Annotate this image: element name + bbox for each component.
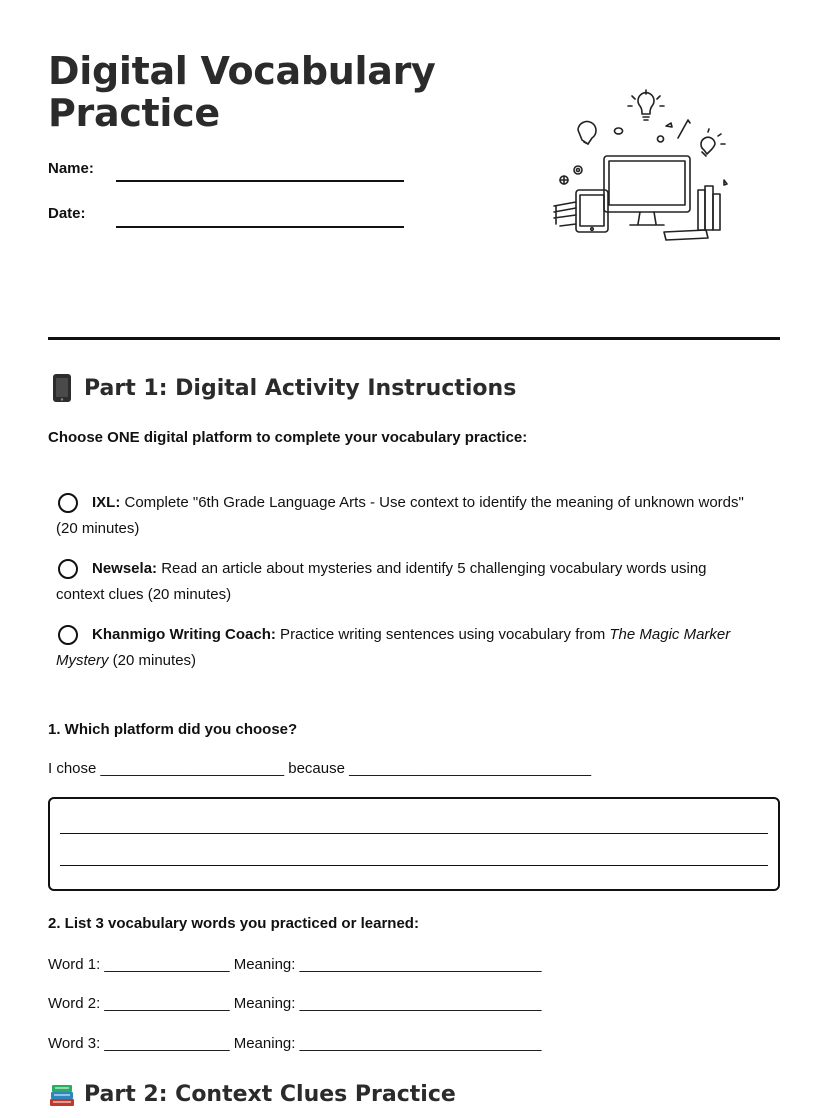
- part1-instructions: Choose ONE digital platform to complete your vocabulary practice:: [48, 429, 528, 446]
- books-icon: [48, 1079, 76, 1109]
- option-ixl[interactable]: [58, 490, 780, 542]
- radio-button[interactable]: [58, 625, 78, 645]
- option-name: Newsela:: [92, 560, 158, 577]
- option-newsela[interactable]: [58, 556, 780, 608]
- radio-button[interactable]: [58, 493, 78, 513]
- option-description: Complete "6th Grade Language Arts - Use context to identify the meaning of unknown words": [120, 494, 744, 511]
- title-line-1: Digital Vocabulary: [48, 49, 436, 93]
- option-description-cont: (20 minutes): [56, 520, 140, 537]
- answer-line: [60, 833, 768, 834]
- mobile-phone-icon: [48, 373, 76, 403]
- option-description: Read an article about mysteries and identify 5 challenging vocabulary words using: [157, 560, 707, 577]
- part1-heading: [48, 373, 516, 403]
- section-divider: [48, 337, 780, 340]
- answer-box[interactable]: [48, 797, 780, 891]
- option-description-cont: context clues (20 minutes): [56, 586, 232, 603]
- name-label: Name:: [48, 160, 94, 177]
- platform-choice-prompt[interactable]: I chose ______________________ because _____________________________: [48, 760, 592, 777]
- word-1-line[interactable]: Word 1: _______________ Meaning: _____________________________: [48, 956, 542, 973]
- option-name: IXL:: [92, 494, 121, 511]
- question-2: 2. List 3 vocabulary words you practiced or learned:: [48, 915, 419, 932]
- name-field[interactable]: [116, 180, 404, 182]
- option-name: Khanmigo Writing Coach:: [92, 626, 276, 643]
- option-khanmigo[interactable]: [58, 622, 780, 674]
- option-description-cont: (20 minutes): [108, 652, 197, 669]
- answer-line: [60, 865, 768, 866]
- technology-devices-illustration: [548, 86, 734, 244]
- word-2-line[interactable]: Word 2: _______________ Meaning: _____________________________: [48, 995, 542, 1012]
- book-title-cont: Mystery: [56, 652, 109, 669]
- part2-heading: [48, 1079, 456, 1109]
- part1-heading-text: Part 1: Digital Activity Instructions: [84, 375, 517, 401]
- word-3-line[interactable]: Word 3: _______________ Meaning: _____________________________: [48, 1035, 542, 1052]
- title-line-2: Practice: [48, 91, 220, 135]
- date-label: Date:: [48, 205, 86, 222]
- worksheet-title: [48, 50, 436, 134]
- radio-button[interactable]: [58, 559, 78, 579]
- option-description: Practice writing sentences using vocabulary from: [275, 626, 610, 643]
- question-1: 1. Which platform did you choose?: [48, 721, 298, 738]
- book-title: The Magic Marker: [609, 626, 731, 643]
- part2-heading-text: Part 2: Context Clues Practice: [84, 1081, 456, 1107]
- date-field[interactable]: [116, 226, 404, 228]
